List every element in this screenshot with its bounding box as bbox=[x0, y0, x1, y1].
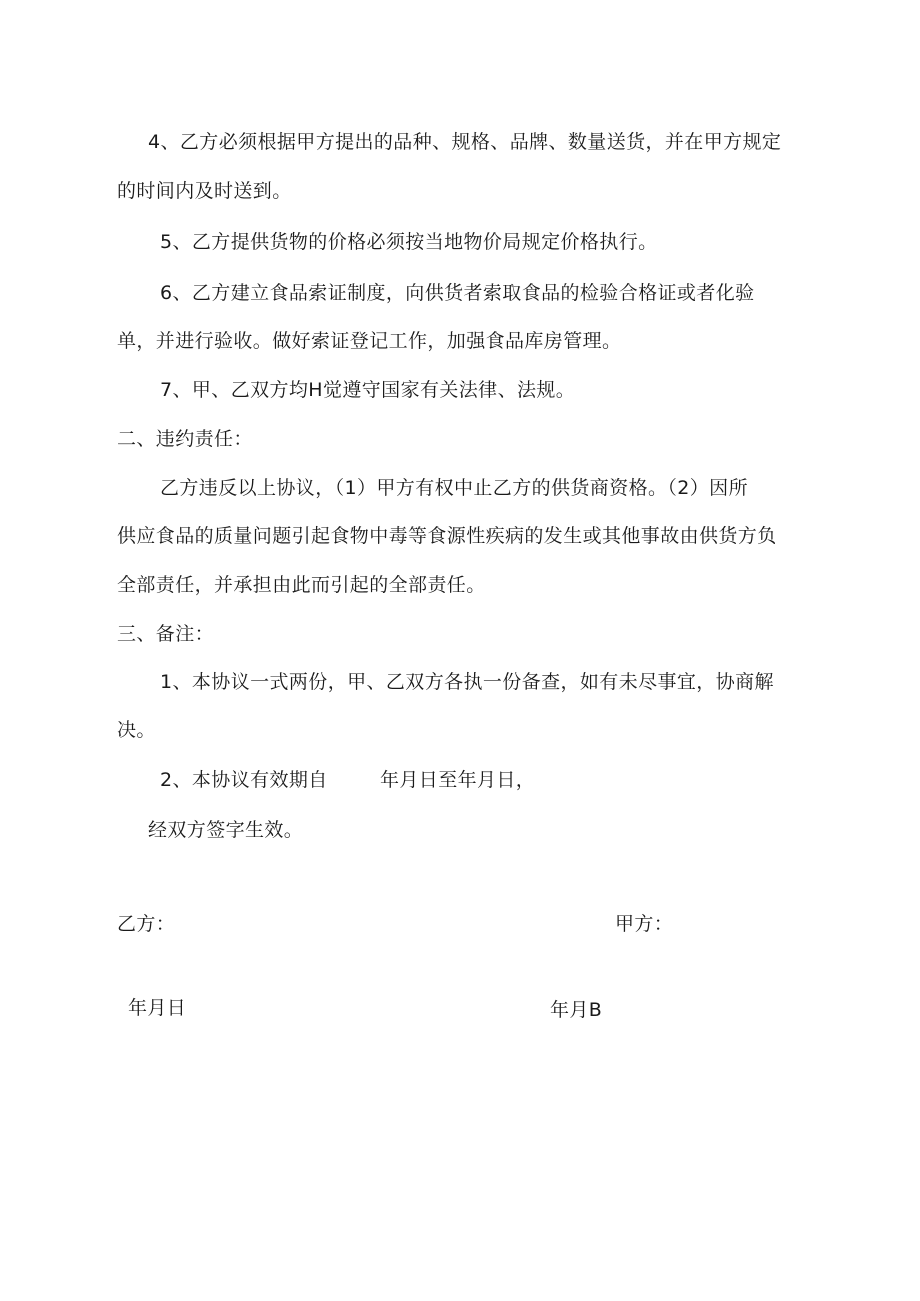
party-b-signature-label: 乙方： bbox=[117, 913, 176, 935]
clause-6-line-1: 6、乙方建立食品索证制度，向供货者索取食品的检验合格证或者化验 bbox=[160, 282, 755, 304]
party-b-date: 年月日 bbox=[128, 997, 187, 1019]
section-2-line-3: 全部责任，并承担由此而引起的全部责任。 bbox=[117, 574, 486, 596]
section-3-heading: 三、备注： bbox=[117, 623, 215, 645]
section-2-heading: 二、违约责任： bbox=[117, 428, 253, 450]
clause-5: 5、乙方提供货物的价格必须按当地物价局规定价格执行。 bbox=[160, 231, 658, 253]
note-2-part-1: 2、本协议有效期自 bbox=[160, 769, 328, 791]
clause-4-line-2: 的时间内及时送到。 bbox=[117, 180, 292, 202]
party-a-signature-label: 甲方： bbox=[615, 913, 674, 935]
section-2-line-2: 供应食品的质量问题引起食物中毒等食源性疾病的发生或其他事故由供货方负 bbox=[117, 525, 777, 547]
note-2-line-2: 经双方签字生效。 bbox=[148, 819, 304, 841]
clause-7: 7、甲、乙双方均H觉遵守国家有关法律、法规。 bbox=[160, 379, 576, 401]
note-1-line-1: 1、本协议一式两份，甲、乙双方各执一份备查，如有未尽事宜，协商解 bbox=[160, 671, 774, 693]
clause-4-line-1: 4、乙方必须根据甲方提出的品种、规格、品牌、数量送货，并在甲方规定 bbox=[148, 131, 782, 153]
note-1-line-2: 决。 bbox=[117, 719, 156, 741]
note-2-part-2: 年月日至年月日， bbox=[380, 769, 536, 791]
party-a-date: 年月B bbox=[550, 999, 603, 1021]
section-2-line-1: 乙方违反以上协议，（1）甲方有权中止乙方的供货商资格。（2）因所 bbox=[160, 477, 748, 499]
clause-6-line-2: 单，并进行验收。做好索证登记工作，加强食品库房管理。 bbox=[117, 330, 622, 352]
